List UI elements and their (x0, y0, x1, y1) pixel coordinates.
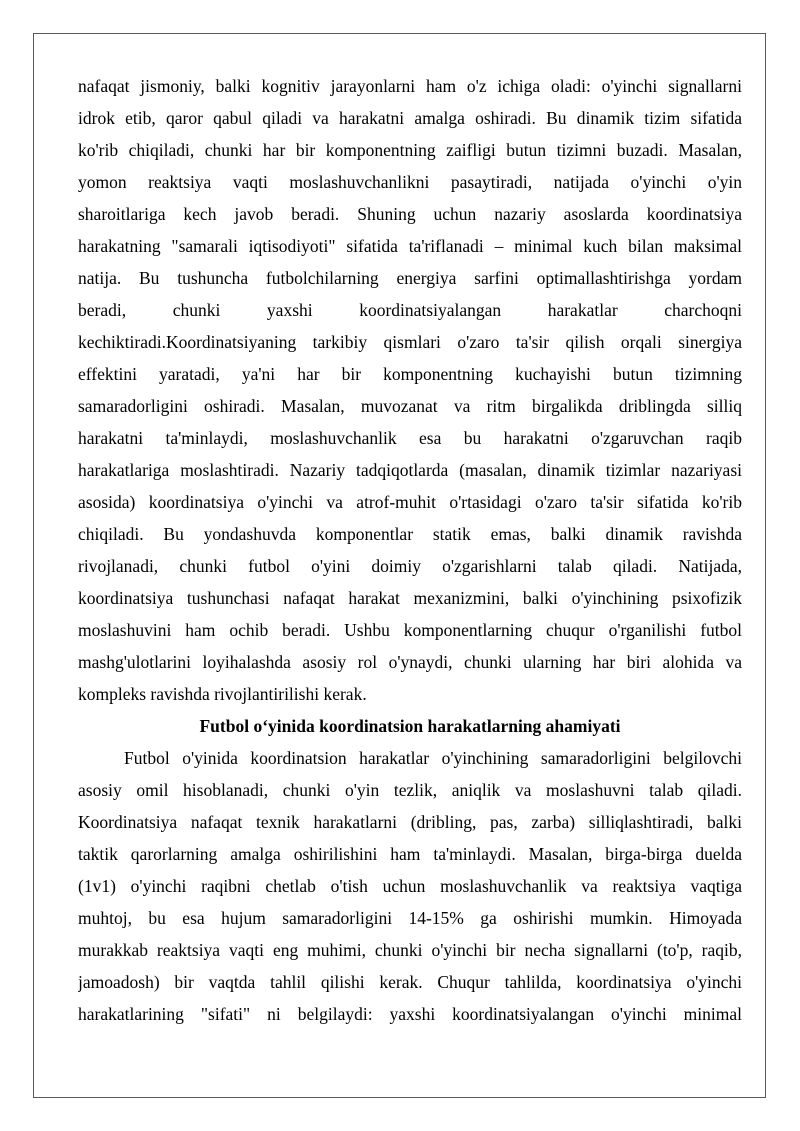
text-line: nafaqat jismoniy, balki kognitiv jarayonlarni ham o'z ichiga oladi: o'yinchi signallarni (78, 76, 742, 96)
text-line: harakatlarining "sifati" ni belgilaydi: yaxshi koordinatsiyalangan o'yinchi minimal (78, 1004, 742, 1024)
text-line: kechiktiradi.Koordinatsiyaning tarkibiy qismlari o'zaro ta'sir qilish orqali sinergiya (78, 332, 742, 352)
text-line: harakatning "samarali iqtisodiyoti" sifatida ta'riflanadi – minimal kuch bilan maksimal (78, 236, 742, 256)
text-line: effektini yaratadi, ya'ni har bir komponentning kuchayishi butun tizimning (78, 364, 742, 384)
text-line: natija. Bu tushuncha futbolchilarning energiya sarfini optimallashtirishga yordam (78, 268, 742, 288)
text-line: chiqiladi. Bu yondashuvda komponentlar statik emas, balki dinamik ravishda (78, 524, 742, 544)
section-heading: Futbol o‘yinida koordinatsion harakatlarning ahamiyati (199, 716, 621, 736)
text-line: moslashuvini ham ochib beradi. Ushbu komponentlarning chuqur o'rganilishi futbol (78, 620, 742, 640)
text-line: kompleks ravishda rivojlantirilishi kerak. (78, 684, 367, 704)
text-line: muhtoj, bu esa hujum samaradorligini 14-15% ga oshirishi mumkin. Himoyada (78, 908, 742, 928)
text-line: sharoitlariga kech javob beradi. Shuning uchun nazariy asoslarda koordinatsiya (78, 204, 742, 224)
text-line: asosiy omil hisoblanadi, chunki o'yin tezlik, aniqlik va moslashuvni talab qiladi. (78, 780, 742, 800)
text-line: samaradorligini oshiradi. Masalan, muvozanat va ritm birgalikda driblingda silliq (78, 396, 742, 416)
text-line: harakatni ta'minlaydi, moslashuvchanlik esa bu harakatni o'zgaruvchan raqib (78, 428, 742, 448)
text-line: ko'rib chiqiladi, chunki har bir komponentning zaifligi butun tizimni buzadi. Masalan, (78, 140, 742, 160)
text-line: Koordinatsiya nafaqat texnik harakatlarni (dribling, pas, zarba) silliqlashtiradi, balki (78, 812, 742, 832)
text-line: jamoadosh) bir vaqtda tahlil qilishi kerak. Chuqur tahlilda, koordinatsiya o'yinchi (78, 972, 742, 992)
text-line: yomon reaktsiya vaqti moslashuvchanlikni pasaytiradi, natijada o'yinchi o'yin (78, 172, 742, 192)
text-line: harakatlariga moslashtiradi. Nazariy tadqiqotlarda (masalan, dinamik tizimlar nazariyasi (78, 460, 742, 480)
text-line: (1v1) o'yinchi raqibni chetlab o'tish uchun moslashuvchanlik va reaktsiya vaqtiga (78, 876, 742, 896)
body-paragraph (78, 70, 742, 710)
text-line: idrok etib, qaror qabul qiladi va harakatni amalga oshiradi. Bu dinamik tizim sifatida (78, 108, 742, 128)
text-line: mashg'ulotlarini loyihalashda asosiy rol o'ynaydi, chunki ularning har biri alohida va (78, 652, 742, 672)
text-line: taktik qarorlarning amalga oshirilishini ham ta'minlaydi. Masalan, birga-birga duelda (78, 844, 742, 864)
body-paragraph (78, 742, 742, 1030)
document-body (78, 70, 742, 1030)
text-line: koordinatsiya tushunchasi nafaqat harakat mexanizmini, balki o'yinchining psixofizik (78, 588, 742, 608)
text-line: beradi, chunki yaxshi koordinatsiyalangan harakatlar charchoqni (78, 300, 742, 320)
text-line: rivojlanadi, chunki futbol o'yini doimiy o'zgarishlarni talab qiladi. Natijada, (78, 556, 742, 576)
text-line: Futbol o'yinida koordinatsion harakatlar o'yinchining samaradorligini belgilovchi (124, 748, 742, 768)
text-line: murakkab reaktsiya vaqti eng muhimi, chunki o'yinchi bir necha signallarni (to'p, raqib, (78, 940, 742, 960)
text-line: asosida) koordinatsiya o'yinchi va atrof-muhit o'rtasidagi o'zaro ta'sir sifatida ko'rib (78, 492, 742, 512)
